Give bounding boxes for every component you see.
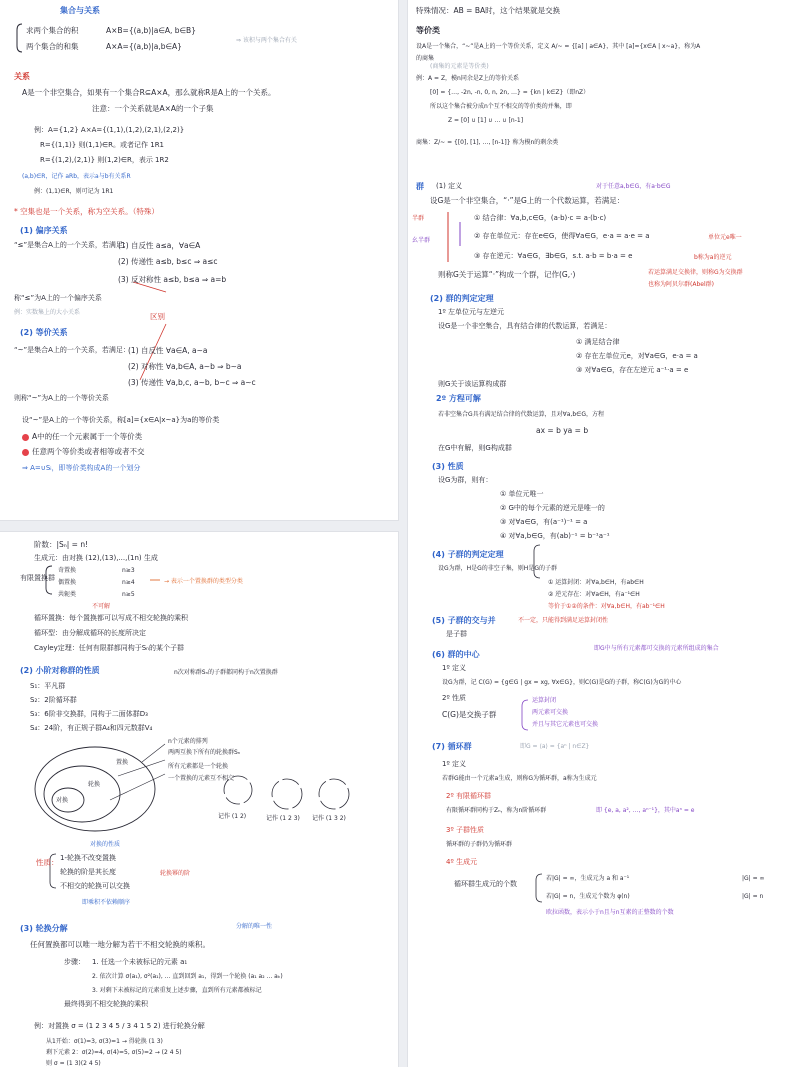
class-example: 例：A = Z，模n同余是Z上的等价关系 [416,75,519,82]
weak-axiom: ③ 对∀a∈G，存在左逆元 a⁻¹·a = e [576,366,689,374]
subsection-subgroup-test: (4) 子群的判定定理 [432,550,504,559]
cycle-caption: 记作 (1 2 3) [266,815,300,822]
sn-cayley: Cayley定理：任何有限群都同构于Sₙ的某个子群 [34,644,184,652]
class-note-1: A中的任一个元素属于一个等价类 [22,432,142,441]
step-label: 步骤： [64,958,85,966]
sum-formula: A×A={(a,b)|a,b∈A} [106,42,182,51]
notes-page-groups [408,0,799,1067]
group-closure-note: 对于任意a,b∈G，有a·b∈G [596,183,671,190]
sn-type: 奇置换 [58,567,77,574]
brace-icon [522,700,528,730]
cyclic-def-title: 1º 定义 [442,760,466,768]
property-2: 轮换的阶是其长度 [60,868,116,876]
group-s2: S₂：2阶循环群 [30,696,77,704]
axiom-2-note: 单位元e唯一 [708,234,742,241]
section-title-group: 群 [416,182,424,191]
center-note: 即G中与所有元素都可交换的元素所组成的集合 [594,645,719,652]
cyclic-subgroup: 循环群的子群仍为循环群 [446,841,513,848]
order-finite: |G| = n [742,893,764,900]
example-title: 例：对置换 σ = (1 2 3 4 5 / 3 4 1 5 2) 进行轮换分解 [34,1022,205,1030]
property-3: 不相交的轮换可以交换 [60,882,130,890]
property-3-note: 即乘积不依赖顺序 [82,899,131,906]
property-item: ① 单位元唯一 [500,490,544,498]
step-2: 2. 依次计算 σ(a₁), σ²(a₁), ... 直到回到 a₁，得到一个轮换 (a₁ a₂ ... aₖ) [92,973,283,980]
sn-unsolvable: 不可解 [92,603,111,610]
sn-arrow-note: → 表示一个置换群的类型分类 [164,578,243,585]
weak-def-sub: 1º 左单位元与左逆元 [438,308,504,316]
section-title-classes: 等价类 [416,26,440,35]
brace-icon [536,874,542,902]
subsection-weak-def: (2) 群的判定定理 [430,294,494,303]
subgroup-condition: ② 逆元存在：对∀a∈H，有a⁻¹∈H [548,591,640,598]
subsection-partial-order: (1) 偏序关系 [20,226,68,235]
relation-definition: A是一个非空集合，如果有一个集合R⊆A×A，那么就称R是A上的一个关系。 [22,88,276,97]
group-s1: S₁：平凡群 [30,682,66,690]
sn-type-range: n≥5 [122,591,135,598]
axiom-reflexive: (1) 自反性 ∀a∈A, a~a [128,346,208,355]
subgroup-condition: ① 运算封闭：对∀a,b∈H，有ab∈H [548,579,644,586]
cycle-caption: 记作 (1 3 2) [312,815,346,822]
group-s4: S₄：24阶，有正规子群A₄和四元数群V₄ [30,724,153,732]
class-partition-note: ⇒ A=∪Sᵢ，即等价类构成A的一个划分 [22,464,141,472]
cyclic-note: 即G = ⟨a⟩ = {aⁿ | n∈Z} [520,743,590,750]
property-note: 对换的性质 [90,841,121,848]
cyclic-generator-title: 4º 生成元 [446,858,477,866]
venn-label-middle: 轮换 [88,781,101,788]
axiom-antisymmetric: (3) 反对称性 a≤b, b≤a ⇒ a=b [118,275,227,284]
monoid-label: 幺半群 [412,237,431,244]
axiom-symmetric: (2) 对称性 ∀a,b∈A, a~b ⇒ b~a [128,362,242,371]
center-def: 设G为群，记 C(G) = {g∈G | gx = xg, ∀x∈G}，则C(G)是G的子群，称C(G)为G的中心 [442,679,682,686]
example-line: 例：A={1,2} A×A={(1,1),(1,2),(2,1),(2,2)} [34,126,185,134]
brace-icon [17,24,22,52]
notes-page-relations [0,0,398,520]
subsection-center: (6) 群的中心 [432,650,480,659]
notes-page-permutations [0,532,398,1067]
property-item: ② G中的每个元素的逆元是唯一的 [500,504,605,512]
red-bullet-icon [22,434,29,441]
difference-label: 区别 [150,312,165,321]
subsection-equivalence: (2) 等价关系 [20,328,68,337]
group-s3: S₃：6阶非交换群，同构于二面体群D₃ [30,710,148,718]
order-infinite: |G| = ∞ [742,875,765,882]
group-definition-subtitle: (1) 定义 [436,182,463,190]
weak-conclusion: 则G关于该运算构成群 [438,380,507,388]
cyclic-def: 若群G能由一个元素a生成，则称G为循环群，a称为生成元 [442,775,597,782]
class-example: 商集：Z/~ = {[0], [1], …, [n-1]} 称为模n的剩余类 [416,139,559,146]
partial-order-def: “≤”是集合A上的一个关系，若满足： [14,241,130,249]
center-prop-title: 2º 性质 [442,694,466,702]
center-def-title: 1º 定义 [442,664,466,672]
equation-conclusion: 在G中有解，则G构成群 [438,444,512,452]
venn-label-arrow [142,744,165,762]
equivalence-conclusion: 则称“~”为A上的一个等价关系 [14,394,109,402]
property-title: 性质： [36,858,59,867]
page-heading: 集合与关系 [60,6,100,15]
property-item: ④ 对∀a,b∈G，有(ab)⁻¹ = b⁻¹a⁻¹ [500,532,610,540]
venn-label-outer: 置换 [116,759,129,766]
venn-note: 一个置换的元素互不相交 [168,775,235,782]
example-line: R={(1,1)} 则(1,1)∈R。或者记作 1R1 [40,141,165,149]
prod-label: 求两个集合的积 [26,26,79,35]
sn-order: 阶数：|Sₙ| = n! [34,540,89,549]
example-line: 例：(1,1)∈R，则可记为 1R1 [34,188,114,195]
semigroup-label: 半群 [412,215,425,222]
example-result: 则 σ = (1 3)(2 4 5) [46,1060,101,1067]
subsection-cycle-decomposition: (3) 轮换分解 [20,924,68,933]
equation-def: 若非空集合G具有满足结合律的代数运算，且对∀a,b∈G，方程 [438,411,605,418]
intersection-note: 不一定，只能得到满足运算封闭性 [518,617,609,624]
sn-generators: 生成元：由对换 (12),(13),...,(1n) 生成 [34,554,158,562]
equation-formula: ax = b ya = b [536,426,589,435]
small-groups-note: n次对称群Sₙ的子群都同构于n次置换群 [174,669,278,676]
example-step: 剩下元素 2：σ(2)=4, σ(4)=5, σ(5)=2 → (2 4 5) [46,1049,182,1056]
example-line: R={(1,2),(2,1)} 则(1,2)∈R，表示 1R2 [40,156,169,164]
example-step: 从1开始：σ(1)=3, σ(3)=1 → 得轮换 (1 3) [46,1038,163,1045]
venn-label-inner: 对换 [56,797,69,804]
class-example: 所以这个集合被分成n个互不相交的等价类的并集，即 [430,103,572,110]
generator-infinite: 若|G| = ∞，生成元为 a 和 a⁻¹ [546,875,630,882]
venn-note: n个元素的排列 [168,738,208,745]
decomposition-def: 任何置换都可以唯一地分解为若干不相交轮换的乘积。 [30,940,210,949]
center-reason: 两元素可交换 [532,709,569,716]
weak-axiom: ② 存在左单位元e，对∀a∈G，e·a = a [576,352,698,360]
arrow-note: (a,b)∈R，记作 aRb，表示a与b有关系R [22,173,131,180]
side-note: ⇒ 该积与两个集合有关 [236,37,297,44]
partial-order-conclusion: 称“≤”为A上的一个偏序关系 [14,294,102,302]
group-axiom-1: ① 结合律：∀a,b,c∈G，(a·b)·c = a·(b·c) [474,214,607,222]
class-example: [0] = {…, -2n, -n, 0, n, 2n, …} = {kn | k∈Z}（即nZ） [430,89,590,96]
abelian-note: 若运算满足交换律，则称G为交换群 [648,269,743,276]
partial-order-example: 例：实数集上的大小关系 [14,309,81,316]
axiom-3-note: b称为a的逆元 [694,254,732,261]
group-conclusion: 则称G关于运算“·”构成一个群，记作(G,·) [438,270,576,279]
subsection-cyclic: (7) 循环群 [432,742,472,751]
center-reason: 并且与其它元素也可交换 [532,721,599,728]
property-2-note: 轮换幂的阶 [160,870,191,877]
generator-finite: 若|G| = n，生成元个数为 φ(n) [546,893,630,900]
axiom-reflexive: (1) 自反性 a≤a，∀a∈A [118,241,201,250]
sn-type-range: n≥3 [122,567,135,574]
weak-def: 设G是一个非空集合，具有结合律的代数运算，若满足： [438,322,612,330]
subsection-equation: 2º 方程可解 [436,394,481,403]
step-3: 3. 对剩下未被标记的元素重复上述步骤，直到所有元素都被标记 [92,987,262,994]
top-line: 特殊情况：AB = BA时，这个结果就是交换 [416,6,561,15]
property-1: 1-轮换不改变置换 [60,854,116,862]
sum-label: 两个集合的和集 [26,42,79,51]
euler-note: 欧拉函数，表示小于n且与n互素的正整数的个数 [546,909,674,916]
center-reason: 运算封闭 [532,697,557,704]
equivalence-def: “~”是集合A上的一个关系，若满足： [14,346,130,354]
cyclic-finite-note: 即 {e, a, a², …, aⁿ⁻¹}，其中aⁿ = e [596,807,695,814]
cyclic-finite: 有限循环群同构于Zₙ，称为n阶循环群 [446,807,547,814]
class-note: (商集的元素是等价类) [430,63,489,70]
class-note-2: 任意两个等价类或者相等或者不交 [22,447,145,456]
empty-relation-note: * 空集也是一个关系，称为空关系。（特殊） [14,207,159,216]
sn-class-label: 有限置换群 [20,574,55,582]
axiom-transitive: (3) 传递性 ∀a,b,c, a~b, b~c ⇒ a~c [128,378,256,387]
class-definition: 设“~”是A上的一个等价关系，称[a]={x∈A|x~a}为a的等价类 [22,416,220,424]
cycle-diagram [319,779,349,809]
group-axiom-2: ② 存在单位元：存在e∈G，使得∀a∈G，e·a = a·e = a [474,232,650,240]
venn-note: 两两互换下所有的轮换群Sₙ [168,749,241,756]
class-def-2: 的商集 [416,55,435,62]
subgroup-condition-equiv: 等价于①②的条件：对∀a,b∈H，有ab⁻¹∈H [548,603,665,610]
class-example: Z = [0] ∪ [1] ∪ … ∪ [n-1] [448,117,524,124]
sn-cycle-def: 循环置换：每个置换都可以写成不相交轮换的乘积 [34,614,188,622]
red-bullet-icon [22,449,29,456]
step-1: 1. 任选一个未被标记的元素 a₁ [92,958,188,966]
sn-type-range: n≥4 [122,579,135,586]
intersection-sub: 是子群 [446,630,467,638]
prod-formula: A×B={(a,b)|a∈A, b∈B} [106,26,196,35]
cyclic-finite-title: 2º 有限循环群 [446,792,491,800]
cyclic-subgroup-title: 3º 子群性质 [446,826,484,834]
relation-note: 注意：一个关系就是A×A的一个子集 [92,104,214,113]
subsection-intersection: (5) 子群的交与并 [432,616,496,625]
venn-label-arrow [110,774,165,800]
group-axiom-3: ③ 存在逆元：∀a∈G，∃b∈G，s.t. a·b = b·a = e [474,252,633,260]
weak-axiom: ① 满足结合律 [576,338,620,346]
sn-type: 共轭类 [58,591,77,598]
section-title-relation: 关系 [14,72,30,81]
venn-outer [35,747,155,831]
abelian-note-2: 也称为阿贝尔群(Abel群) [648,281,714,288]
cycle-caption: 记作 (1 2) [218,813,247,820]
subsection-small-groups: (2) 小阶对称群的性质 [20,666,100,675]
cyclic-generator: 循环群生成元的个数 [454,880,517,888]
sn-type: 偶置换 [58,579,77,586]
step-4: 最终得到不相交轮换的乘积 [64,1000,148,1008]
class-def: 设A是一个集合，“~”是A上的一个等价关系，定义 A/~ = {[a] | a∈A}，其中 [a]={x∈A | x~a}，称为A [416,43,701,50]
center-prop: C(G)是交换子群 [442,710,497,719]
subsection-properties: (3) 性质 [432,462,464,471]
properties-def: 设G为群，则有： [438,476,493,484]
venn-note: 所有元素都是一个轮换 [168,763,229,770]
group-def: 设G是一个非空集合，“·”是G上的一个代数运算，若满足： [430,196,625,205]
axiom-transitive: (2) 传递性 a≤b, b≤c ⇒ a≤c [118,257,218,266]
property-item: ③ 对∀a∈G，有(a⁻¹)⁻¹ = a [500,518,588,526]
cycle-diagram [272,779,302,809]
subgroup-def: 设G为群，H是G的非空子集，则H是G的子群 [438,565,557,572]
sn-cycle-type: 循环型：由分解成循环的长度所决定 [34,629,146,637]
decomposition-note: 分解的唯一性 [236,923,273,930]
brace-icon [534,545,540,578]
